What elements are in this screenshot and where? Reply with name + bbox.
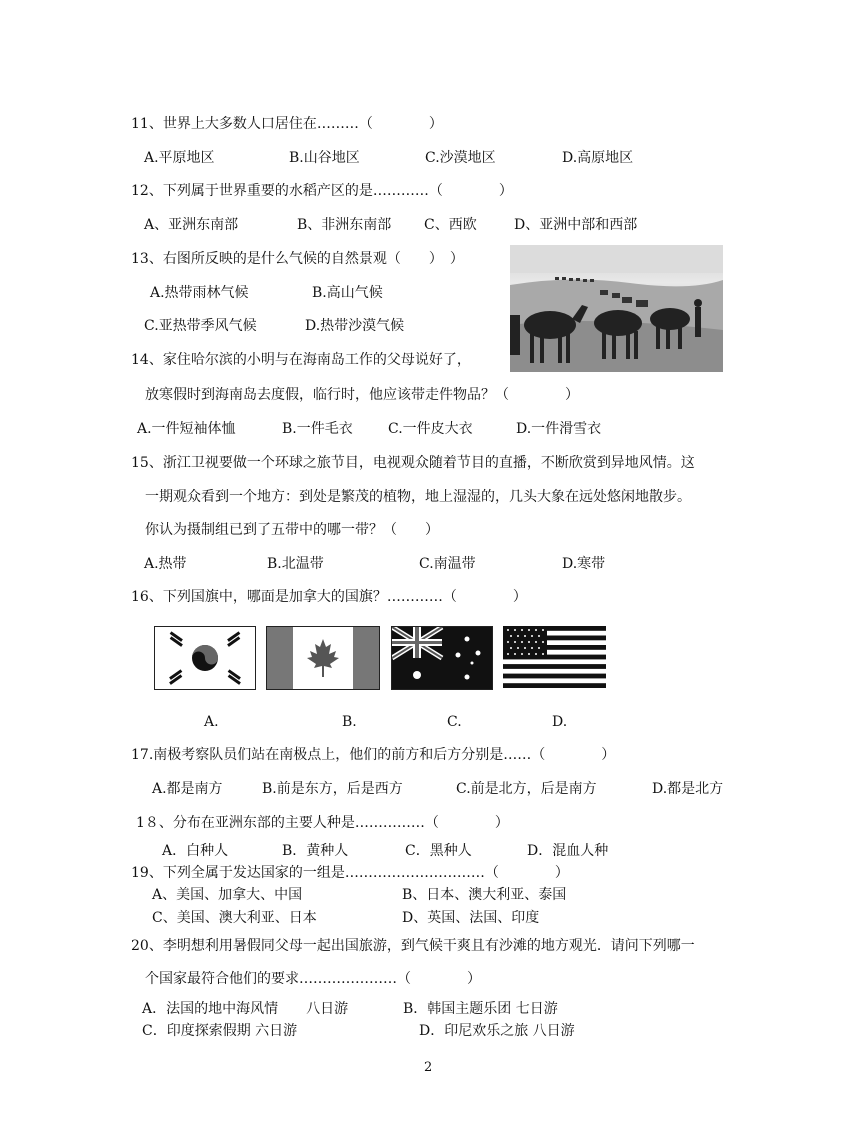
- q20-stem-line2: 个国家最符合他们的要求…………………（ ）: [145, 971, 481, 987]
- q16-stem: 16、下列国旗中，哪面是加拿大的国旗？…………（ ）: [131, 589, 527, 605]
- q19-option-b: B、日本、澳大利亚、泰国: [402, 887, 567, 903]
- q14-stem-line2: 放寒假时到海南岛去度假，临行时，他应该带走件物品？（ ）: [145, 387, 579, 403]
- q19-option-d: D、英国、法国、印度: [402, 910, 540, 926]
- q12-option-b: B、非洲东南部: [297, 217, 392, 233]
- q15-stem-line3: 你认为摄制组已到了五带中的哪一带？（ ）: [145, 522, 439, 538]
- q20-option-b: B．韩国主题乐团 七日游: [403, 1001, 558, 1017]
- australia-flag: [391, 626, 493, 690]
- q19-option-c: C、美国、澳大利亚、日本: [152, 910, 317, 926]
- q20-option-d: D．印尼欢乐之旅 八日游: [419, 1023, 575, 1039]
- q15-option-d: D.寒带: [562, 556, 606, 572]
- q11-stem: 11、世界上大多数人口居住在………（ ）: [131, 116, 443, 132]
- q18-stem: 1８、分布在亚洲东部的主要人种是……………（ ）: [136, 815, 509, 831]
- q19-option-a: A、美国、加拿大、中国: [152, 887, 303, 903]
- q13-option-d: D.热带沙漠气候: [305, 318, 405, 334]
- q20-option-a: A．法国的地中海风情 八日游: [142, 1001, 349, 1017]
- q14-option-c: C.一件皮大衣: [388, 421, 473, 437]
- usa-flag: [503, 626, 606, 688]
- q13-option-c: C.亚热带季风气候: [144, 318, 257, 334]
- q16-option-a: A.: [204, 714, 219, 730]
- canada-flag: [266, 626, 380, 690]
- q16-option-d: D.: [552, 714, 568, 730]
- q12-option-c: C、西欧: [424, 217, 477, 233]
- q16-option-b: B.: [342, 714, 357, 730]
- q16-option-c: C.: [447, 714, 462, 730]
- q14-option-b: B.一件毛衣: [282, 421, 353, 437]
- q14-option-a: A.一件短袖体恤: [137, 421, 236, 437]
- q20-stem-line1: 20、李明想利用暑假同父母一起出国旅游，到气候干爽且有沙滩的地方观光．请问下列哪一: [131, 938, 695, 954]
- q19-stem: 19、下列全属于发达国家的一组是…………………………（ ）: [131, 865, 569, 881]
- q17-option-c: C.前是北方，后是南方: [456, 781, 597, 797]
- q15-option-c: C.南温带: [419, 556, 476, 572]
- desert-camel-photo: [510, 245, 723, 372]
- q17-option-d: D.都是北方: [652, 781, 724, 797]
- q18-option-d: D．混血人种: [527, 843, 609, 859]
- q12-stem: 12、下列属于世界重要的水稻产区的是…………（ ）: [131, 183, 513, 199]
- q15-option-a: A.热带: [144, 556, 187, 572]
- q11-option-a: A.平原地区: [144, 150, 215, 166]
- q13-stem: 13、右图所反映的是什么气候的自然景观（ ） ）: [131, 251, 464, 267]
- q15-stem-line2: 一期观众看到一个地方：到处是繁茂的植物，地上湿湿的，几头大象在远处悠闲地散步。: [145, 489, 691, 505]
- q12-option-a: A、亚洲东南部: [144, 217, 239, 233]
- q12-option-d: D、亚洲中部和西部: [514, 217, 638, 233]
- q13-option-b: B.高山气候: [312, 285, 383, 301]
- q15-stem-line1: 15、浙江卫视要做一个环球之旅节目，电视观众随着节目的直播，不断欣赏到异地风情。这: [131, 455, 695, 471]
- q11-option-d: D.高原地区: [562, 150, 634, 166]
- q18-option-b: B．黄种人: [282, 843, 349, 859]
- q17-option-b: B.前是东方，后是西方: [262, 781, 403, 797]
- q11-option-c: C.沙漠地区: [425, 150, 496, 166]
- q14-stem-line1: 14、家住哈尔滨的小明与在海南岛工作的父母说好了，: [131, 352, 471, 368]
- q13-option-a: A.热带雨林气候: [150, 285, 249, 301]
- q17-stem: 17.南极考察队员们站在南极点上，他们的前方和后方分别是……（ ）: [131, 747, 616, 763]
- q14-option-d: D.一件滑雪衣: [516, 421, 602, 437]
- q11-option-b: B.山谷地区: [289, 150, 360, 166]
- q20-option-c: C．印度探索假期 六日游: [142, 1023, 298, 1039]
- q18-option-a: A．白种人: [162, 843, 229, 859]
- korea-flag: [154, 626, 256, 690]
- q17-option-a: A.都是南方: [152, 781, 223, 797]
- q18-option-c: C．黑种人: [405, 843, 472, 859]
- page-number: 2: [424, 1060, 433, 1075]
- q15-option-b: B.北温带: [267, 556, 324, 572]
